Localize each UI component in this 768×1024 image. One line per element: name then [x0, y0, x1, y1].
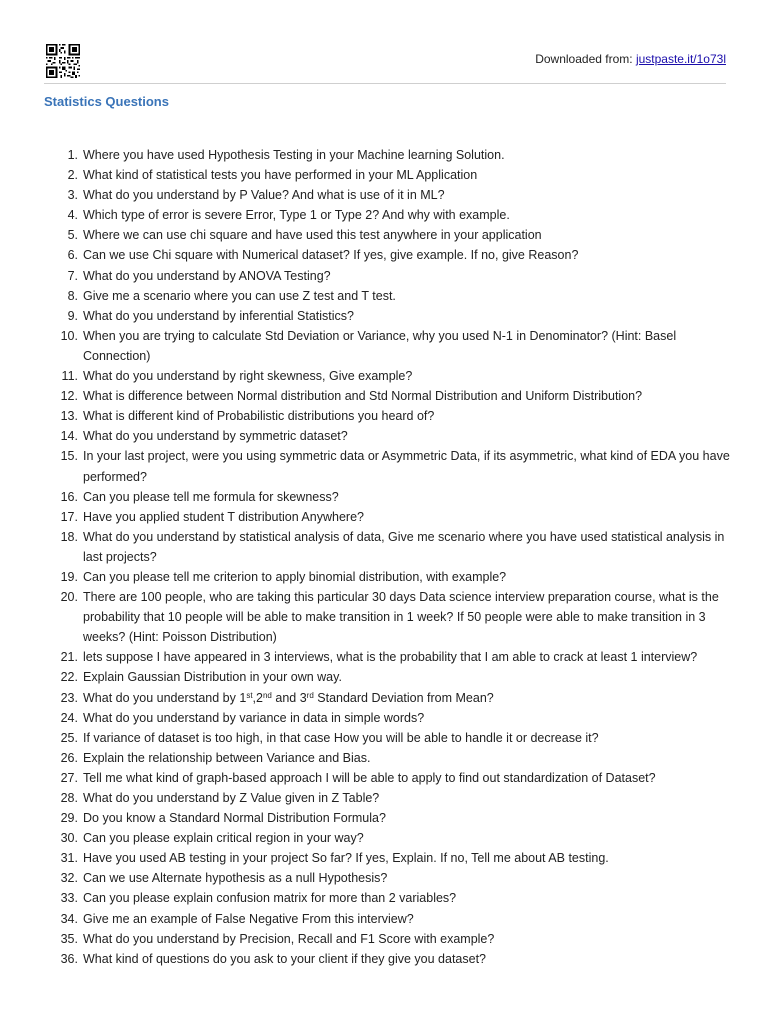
question-number: 3.: [67, 188, 78, 203]
question-text: What do you understand by P Value? And what is use of it in ML?: [83, 188, 445, 203]
question-list: [40, 145, 730, 969]
question-item: [40, 647, 730, 667]
question-text: What kind of statistical tests you have performed in your ML Application: [83, 168, 478, 183]
question-text: What do you understand by Precision, Recall and F1 Score with example?: [83, 931, 495, 946]
question-number: 9.: [67, 308, 78, 323]
question-item: [40, 708, 730, 728]
question-text: Can you please explain confusion matrix for more than 2 variables?: [83, 891, 457, 906]
downloaded-label: Downloaded from:: [535, 52, 633, 66]
question-number: 16.: [60, 489, 78, 504]
question-item: [40, 306, 730, 326]
question-text: When you are trying to calculate Std Deviation or Variance, why you used N-1 in Denominator? (Hint: Basel Connection): [83, 328, 677, 363]
download-source: [535, 52, 726, 66]
question-number: 24.: [60, 710, 78, 725]
header-divider: [44, 83, 726, 84]
question-text: Have you used AB testing in your project So far? If yes, Explain. If no, Tell me about AB testing.: [83, 851, 609, 866]
question-text: Tell me what kind of graph-based approach I will be able to apply to find out standardization of Dataset?: [83, 770, 656, 785]
question-number: 21.: [60, 650, 78, 665]
question-item: [40, 848, 730, 868]
question-item: [40, 406, 730, 426]
question-text: Can you please explain critical region in your way?: [83, 831, 364, 846]
question-number: 14.: [60, 429, 78, 444]
question-item: [40, 165, 730, 185]
question-text: Explain the relationship between Variance and Bias.: [83, 750, 371, 765]
question-text: Have you applied student T distribution Anywhere?: [83, 509, 364, 524]
question-number: 17.: [60, 509, 78, 524]
question-item: [40, 245, 730, 265]
question-number: 36.: [60, 951, 78, 966]
question-text: If variance of dataset is too high, in that case How you will be able to handle it or decrease it?: [83, 730, 599, 745]
question-item: [40, 266, 730, 286]
ordinal-suffix: st: [246, 690, 253, 700]
question-text: What kind of questions do you ask to your client if they give you dataset?: [83, 951, 487, 966]
question-number: 12.: [60, 389, 78, 404]
question-number: 20.: [60, 590, 78, 605]
question-item: [40, 386, 730, 406]
question-text: What do you understand by inferential Statistics?: [83, 308, 354, 323]
question-item: [40, 527, 730, 567]
question-text: What do you understand by ANOVA Testing?: [83, 268, 331, 283]
question-text: What do you understand by statistical analysis of data, Give me scenario where you have used statistical analysis in last projects?: [83, 529, 725, 564]
question-number: 11.: [61, 369, 78, 384]
ordinal-suffix: nd: [262, 690, 272, 700]
question-item: [40, 868, 730, 888]
question-item: [40, 587, 730, 647]
question-text: lets suppose I have appeared in 3 interviews, what is the probability that I am able to crack at least 1 interview?: [83, 650, 698, 665]
question-number: 28.: [60, 791, 78, 805]
question-text: Where you have used Hypothesis Testing in your Machine learning Solution.: [83, 148, 505, 162]
question-text-part: ,2: [252, 690, 263, 705]
question-item: [40, 748, 730, 768]
question-item: [40, 567, 730, 587]
question-item: [40, 145, 730, 165]
question-number: 35.: [60, 931, 78, 946]
page-title: Statistics Questions: [44, 94, 169, 109]
question-number: 1.: [67, 148, 78, 162]
question-item: [40, 205, 730, 225]
question-text: Give me an example of False Negative From this interview?: [83, 911, 414, 926]
question-text-part: What do you understand by 1: [83, 690, 247, 705]
question-text: Which type of error is severe Error, Type 1 or Type 2? And why with example.: [83, 208, 510, 223]
question-item: [40, 828, 730, 848]
qr-code-icon: [46, 44, 80, 78]
question-text: In your last project, were you using symmetric data or Asymmetric Data, if its asymmetric, what kind of EDA you have performed?: [83, 449, 730, 484]
question-text: What do you understand by right skewness, Give example?: [83, 369, 413, 384]
question-text: What do you understand by Z Value given in Z Table?: [83, 791, 380, 805]
question-text: There are 100 people, who are taking this particular 30 days Data science interview preparation course, what is the probability that 10 people will be able to make transition in 1 week? If 50 people were able to make transition in 3 weeks? (Hint: Poisson Distribution): [83, 590, 719, 645]
question-number: 33.: [60, 891, 78, 906]
question-item: [40, 909, 730, 929]
question-text: What do you understand by symmetric dataset?: [83, 429, 348, 444]
question-number: 27.: [60, 770, 78, 785]
ordinal-suffix: rd: [306, 690, 314, 700]
question-item: [40, 446, 730, 486]
question-text: Do you know a Standard Normal Distribution Formula?: [83, 811, 386, 826]
question-text: Give me a scenario where you can use Z test and T test.: [83, 288, 396, 303]
question-number: 5.: [67, 228, 78, 243]
question-number: 10.: [60, 328, 78, 343]
question-item: [40, 788, 730, 808]
question-item: [40, 929, 730, 949]
question-text: Explain Gaussian Distribution in your own way.: [83, 670, 342, 685]
question-number: 7.: [67, 268, 78, 283]
source-link[interactable]: justpaste.it/1o73l: [635, 52, 726, 66]
question-number: 32.: [60, 871, 78, 886]
question-text: Can you please tell me formula for skewness?: [83, 489, 339, 504]
question-item: [40, 286, 730, 306]
question-item: [40, 808, 730, 828]
question-text: Can we use Chi square with Numerical dataset? If yes, give example. If no, give Reason?: [83, 248, 579, 263]
question-item: [40, 185, 730, 205]
question-number: 19.: [60, 569, 78, 584]
question-item: [40, 366, 730, 386]
question-text: What is different kind of Probabilistic distributions you heard of?: [83, 409, 435, 424]
question-item: [40, 768, 730, 788]
question-number: 29.: [60, 811, 78, 826]
question-text: Can you please tell me criterion to apply binomial distribution, with example?: [83, 569, 507, 584]
question-number: 2.: [67, 168, 78, 183]
question-number: 23.: [60, 690, 78, 705]
question-item: [40, 426, 730, 446]
question-item: [40, 507, 730, 527]
question-number: 13.: [60, 409, 78, 424]
question-number: 30.: [60, 831, 78, 846]
question-text-part: Standard Deviation from Mean?: [313, 690, 494, 705]
question-number: 18.: [60, 529, 78, 544]
question-number: 26.: [60, 750, 78, 765]
question-item: [40, 225, 730, 245]
question-number: 34.: [60, 911, 78, 926]
question-number: 15.: [60, 449, 78, 464]
question-number: 8.: [67, 288, 78, 303]
question-item: [40, 688, 730, 708]
question-number: 22.: [60, 670, 78, 685]
question-number: 4.: [67, 208, 78, 223]
question-number: 25.: [60, 730, 78, 745]
question-item: [40, 949, 730, 969]
question-text: [83, 691, 494, 705]
question-text: Can we use Alternate hypothesis as a null Hypothesis?: [83, 871, 388, 886]
question-item: [40, 667, 730, 687]
question-item: [40, 326, 730, 366]
question-number: 31.: [60, 851, 78, 866]
question-item: [40, 487, 730, 507]
question-text-part: and 3: [271, 690, 307, 705]
question-text: What do you understand by variance in data in simple words?: [83, 710, 425, 725]
question-item: [40, 888, 730, 908]
question-text: What is difference between Normal distribution and Std Normal Distribution and Uniform Distribution?: [83, 389, 643, 404]
question-item: [40, 728, 730, 748]
question-text: Where we can use chi square and have used this test anywhere in your application: [83, 228, 542, 243]
question-number: 6.: [67, 248, 78, 263]
